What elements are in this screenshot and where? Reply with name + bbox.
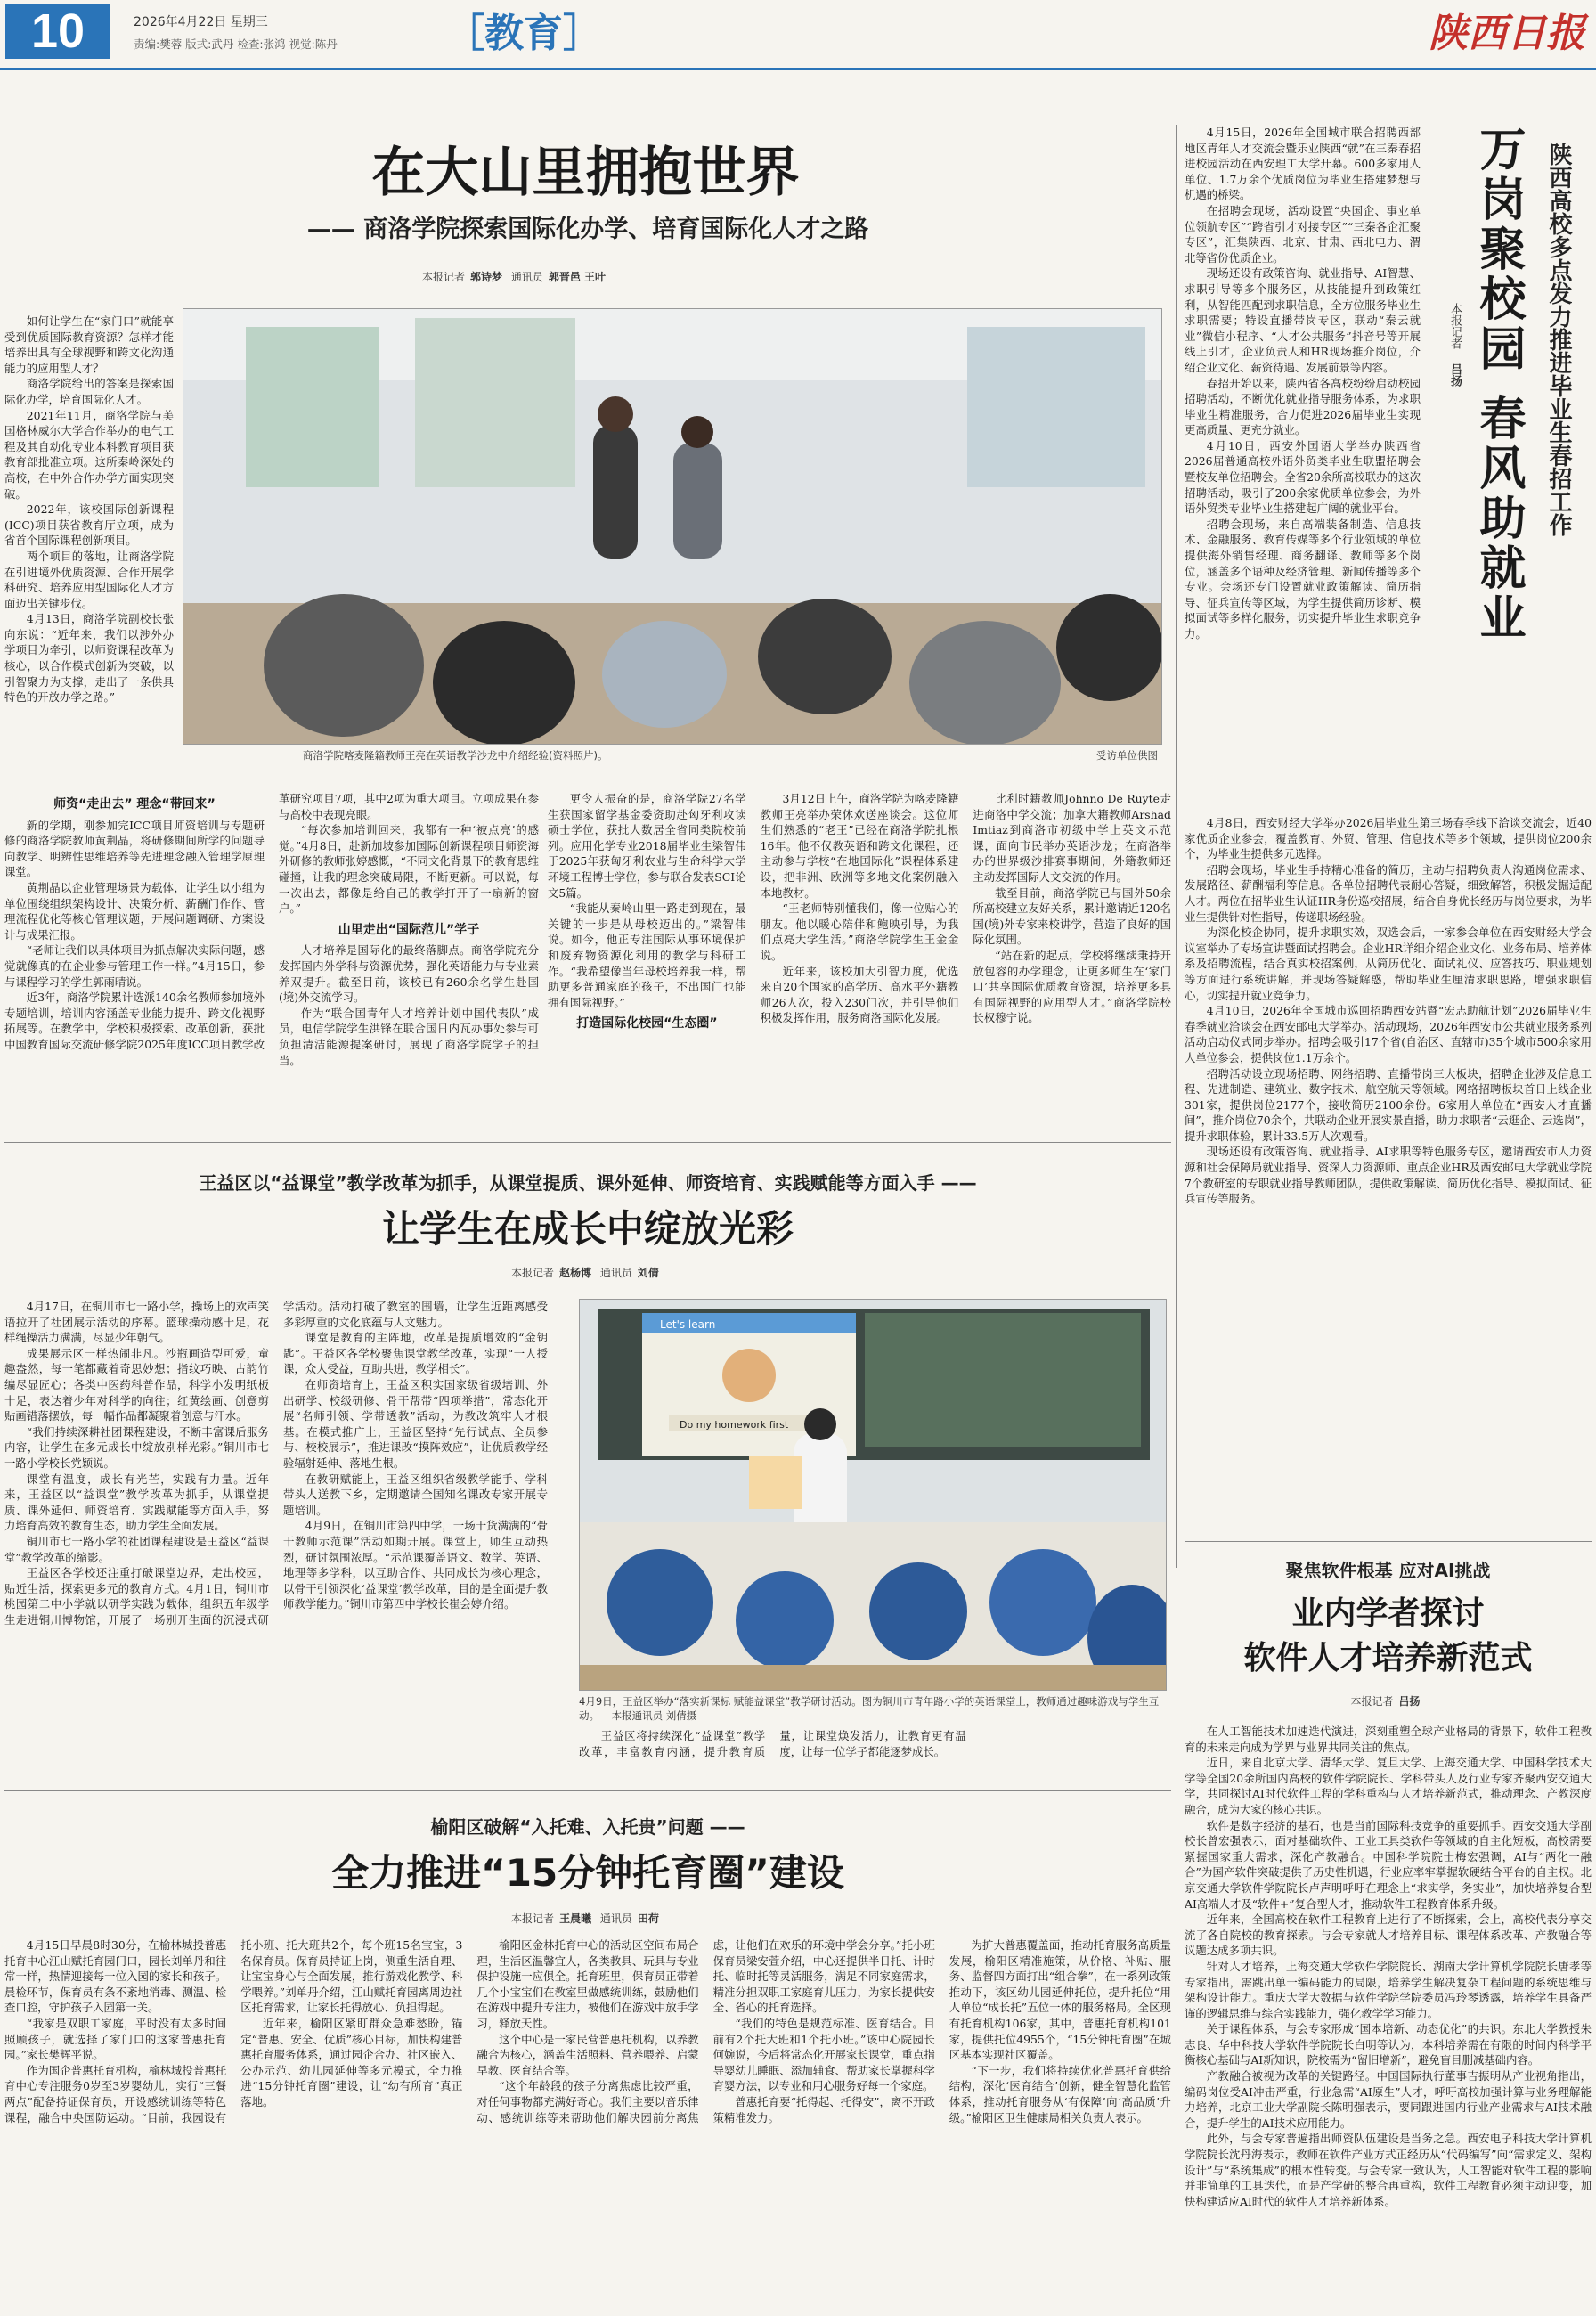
photo-caption [579,1694,1167,1723]
slide-text: Do my homework first [680,1419,789,1431]
paragraph: 普惠托育要“托得起、托得安”，离不开政策精准发力。 [712,2094,935,2124]
byline-corr-prefix: 通讯员 [599,1912,632,1925]
article-body [4,1937,1171,2312]
article-1 [0,71,1171,1135]
article-photo [183,308,1162,745]
paragraph: 现场还设有政策咨询、就业指导、AI智慧、求职引导等多个服务区，从技能提升到政策红利，从智能匹配到求职信息，全方位服务毕业生求职需要；特设直播带岗专区，联动“秦云就业”微信小程序、“人才公共服务”抖音号等开展线上引才，企业负责人和HR现场推介岗位，介绍企业文化、薪资待遇、发展前景等内容。 [1185,266,1421,374]
page-number: 10 [5,4,110,59]
paragraph: 近3年，商洛学院累计选派140余名教师参加境外专题培训，培训内容涵盖专业能力提升、跨文化视野拓展等。在教学中，学校积极探索、改革创新，获批中国教育国际交流研修学院2025年度ICC项目教学改革研究项目7项，其中2项为重大项目。立项成果在参与高校中表现亮眼。 [4,792,539,1051]
article-4-headline: 万岗聚校园 春风助就业 [1471,125,1526,644]
byline [356,1265,819,1280]
article-body-col2 [548,791,1171,1129]
paragraph: 在人工智能技术加速迭代演进，深刻重塑全球产业格局的背景下，软件工程教育的未来走向成为学界与业界共同关注的焦点。 [1185,1725,1592,1754]
byline-prefix: 本报记者 [1448,303,1462,349]
photo-credit: 本报通讯员 刘倩摄 [611,1709,697,1722]
kicker: 聚焦软件根基 应对AI挑战 [1285,1560,1491,1581]
paragraph: 作为国企普惠托育机构，榆林城投普惠托育中心专注服务0岁至3岁婴幼儿，实行“三餐两点”配备持证保育员，开设感统训练等特色课程，融合中央国防运动。“目前，我园设有托小班、托大班共2个，每个班15名宝宝，3名保育员。保育员持证上岗，侧重生活自理、让宝宝身心与全面发展，推行游戏化教学、科学喂养。”刘单丹介绍，江山赋托育园离周边社区托育需求，让家长托得放心、负担得起。 [4,1938,463,2124]
paragraph: 更令人振奋的是，商洛学院27名学生获国家留学基金委资助赴匈牙利攻读硕士学位，获批人数居全省同类院校前列。应用化学专业2018届毕业生梁智伟于2025年获匈牙利农业与生命科学大学环境工程博士学位，参与联合发表SCI论文5篇。 [548,792,746,900]
paragraph: 这个中心是一家民营普惠托机构，以养教融合为核心，涵盖生活照料、营养喂养、启蒙早教、医育结合等。 [476,2032,699,2077]
paragraph: “站在新的起点，学校将继续秉持开放包容的办学理念，让更多师生在‘家门口’共享国际优质教育资源，培养更多具有国际视野的应用型人才。”商洛学院校长权穆宁说。 [973,948,1171,1025]
page-editors: 责编:樊蓉 版式:武丹 检查:张鸿 视觉:陈丹 [134,37,338,51]
kicker: 榆阳区破解“入托难、入托贵”问题 —— [430,1816,745,1838]
article-4-byline [1438,303,1463,387]
paragraph: 人才培养是国际化的最终落脚点。商洛学院充分发挥国内外学科与资源优势，强化英语能力与专业素养双提升。截至目前，该校已有260余名学生赴国(境)外交流学习。 [279,943,539,1005]
photo-credit: 受访单位供图 [1096,749,1158,762]
paragraph: 作为“联合国青年人才培养计划中国代表队”成员，电信学院学生洪锋在联合国日内瓦办事处参与可负担清洁能源提案研讨，展现了商洛学院学子的担当。 [279,1006,539,1067]
paragraph: 现场还设有政策咨询、就业指导、AI求职等特色服务专区，邀请西安市人力资源和社会保障局就业指导、资深人力资源师、重点企业HR及西安邮电大学就业学院7个教研室的专职就业指导教师团队，提供政策解读、简历优化指导、模拟面试、征兵宣传等服务。 [1185,1145,1592,1206]
paragraph: 在师资培育上，王益区积实国家级省级培训、外出研学、校级研修、骨干帮带“四项举措”，常态化开展“名师引领、学带透教”活动，为教改筑牢人才根基。在模式推广上，王益区坚持“先行试点、全员参与、校校展示”，推进课改“摸阵效应”，让优质教学经验辐射延伸、落地生根。 [283,1377,548,1470]
section-name: 教育 [484,11,563,56]
article-divider [1185,1541,1592,1542]
paragraph: 课堂有温度，成长有光芒，实践有力量。近年来，王益区以“益课堂”教学改革为抓手，从课堂提质、课外延伸、师资培育、实践赋能等方面入手，努力培育高效的教育生态，助力学生全面发展。 [4,1472,269,1533]
paragraph: 两个项目的落地，让商洛学院在引进境外优质资源、合作开展学科研究、培养应用型国际化人才方面迈出关键步伐。 [4,549,174,610]
paragraph: 课堂是教育的主阵地，改革是提质增效的“金钥匙”。王益区各学校聚焦课堂教学改革，实现“一人授课，众人受益，互助共进，教学相长”。 [283,1331,548,1376]
paragraph: 4月17日，在铜川市七一路小学，操场上的欢声笑语拉开了社团展示活动的序幕。篮球操动感十足，花样绳操活力满满，尽显少年朝气。 [4,1300,269,1345]
slide-header: Let's learn [660,1318,716,1331]
byline-prefix: 本报记者 [511,1912,555,1925]
byline-correspondents: 田荷 [637,1912,659,1925]
paragraph: 为扩大普惠覆盖面，推动托育服务高质量发展，榆阳区精准施策，从价格、补贴、服务、监督四方面打出“组合拳”，在一系列政策推动下，该区幼儿园延伸托位，提升托位“用人单位“成长托”五位一体的服务格局。全区现有托育机构106家，其中，普惠托育机构101家，提供托位4955个，“15分钟托育圈”在城区基本实现社区覆盖。 [949,1938,1171,2062]
paragraph: 商洛学院给出的答案是探索国际化办学，培育国际化人才。 [4,377,174,406]
section-label [445,7,602,61]
paragraph: “我能从秦岭山里一路走到现在，最关键的一步是从母校迈出的。”梁智伟说。如今，他正专注国际从事环境保护和废弃物资源化利用的教学与科研工作。“我希望像当年母校培养我一样，帮助更多普通家庭的孩子，不出国门也能拥有国际视野。” [548,901,746,1009]
article-photo [579,1299,1167,1691]
headline: 业内学者探讨 软件人才培养新范式 [1243,1595,1533,1676]
article-4-continued [1185,815,1592,1537]
paragraph: 关于课程体系，与会专家形成“国本培新、动态优化”的共识。东北大学教授朱志良、华中科技大学软件学院院长白明等认为，本科培养需在有限的时间内科学平衡核心基础与AI新知识，院校需为“留旧增新”，避免盲目删减基础内容。 [1185,2022,1592,2067]
paragraph: “老师让我们以具体项目为抓点解决实际问题，感觉就像真的在企业参与管理工作一样。”4月15日，参与课程学习的学生郭雨晴说。 [4,943,265,989]
byline-reporter: 赵杨博 [559,1267,592,1279]
section-bracket-right: ］ [563,11,602,56]
paragraph: 近年来，该校加大引智力度，优选来自20个国家的高学历、高水平外籍教师26人次，投入230门次，并引导他们积极发挥作用，服务商洛国际化发展。 [760,964,959,1025]
brand-logo: 陕西日报 [1429,11,1585,56]
paragraph: 4月9日，在铜川市第四中学，一场干货满满的“骨干教师示范课”活动如期开展。课堂上，师生互动热烈，研讨氛围浓厚。“示范课覆盖语文、数学、英语、地理等多学科，以互助合作、共同成长为核心理念，以骨干引领深化‘益课堂’教学改革，目的是全面提升教师教学能力。”铜川市第四中学校长崔会婷介绍。 [283,1519,548,1611]
paragraph: 此外，与会专家普遍指出师资队伍建设是当务之急。西安电子科技大学计算机学院院长沈丹海表示，教师在软件产业方式正经历从“代码编写”向“需求定义、架构设计”与“系统集成”的根本性转变。与会专家一致认为，人工智能对软件工程的影响并非简单的工具迭代，而是产学研的整合再重构，软件工程教育必须主动迎变，加快构建适应AI时代的软件人才培养新体系。 [1185,2132,1592,2208]
column-divider [1176,125,1177,1568]
paragraph: 铜川市七一路小学的社团课程建设是王益区“益课堂”教学改革的缩影。 [4,1534,269,1564]
paragraph: 近日，来自北京大学、清华大学、复旦大学、上海交通大学、中国科学技术大学等全国20余所国内高校的软件学院院长、学科带头人及行业专家齐聚西安交通大学，共同探讨AI时代软件工程的学科重构与人才培养新范式，推动理念、产教深度融合，成为大家的核心共识。 [1185,1756,1592,1816]
paragraph: “每次参加培训回来，我都有一种‘被点亮’的感觉。”4月8日，赴新加坡参加国际创新课程项目师资海外研修的教师张婷感慨，“不同文化背景下的教育思维碰撞，让我的理念突破局限，不断更新。可以说，每一次出去，都像是给自己的教学打开了一扇新的窗户。” [279,823,539,916]
headline: 全力推进“15分钟托育圈”建设 [331,1851,844,1895]
paragraph: 4月15日早晨8时30分，在榆林城投普惠托育中心江山赋托育园门口，园长刘单丹和往常一样，热情迎接每一位入园的家长和孩子。晨检环节，保育员有条不紊地消毒、测温、检查口腔，守护孩子入园第一关。 [4,1938,227,2015]
masthead [0,0,1596,71]
byline-correspondents: 郭晋邑 王叶 [548,271,607,283]
byline [249,269,784,284]
article-4-col-a [1185,125,1421,811]
paragraph: 软件是数字经济的基石，也是当前国际科技竞争的重要抓手。西安交通大学副校长曾宏强表示，面对基础软件、工业工具类软件等领域的自主化短板，高校需要紧握国家重大需求，深化产教融合。中国科学院院士梅宏强调，AI与“两化一融合”为国产软件突破提供了历史性机遇，行业应率牢掌握软硬结合平台的自主权。北京交通大学软件学院院长卢声明呼吁在理念上“求实学，务实业”，加快培养复合型AI高端人才及“软件+”复合型人才，推动软件工程教育体系升级。 [1185,1818,1592,1911]
article-divider [4,1142,1171,1143]
article-divider [4,1790,1171,1791]
headline: 让学生在成长中绽放光彩 [381,1207,794,1251]
paragraph: “这个年龄段的孩子分离焦虑比较严重，对任何事物都充满好奇心。我们主要以音乐律动、感统训练等来帮助他们解决园前分离焦虑，让他们在欢乐的环境中学会分享。”托小班保育员梁安萱介绍，中心还提供半日托、计时托、临时托等灵活服务，满足不同家庭需求，精准分担双职工家庭育儿压力，为家长提供安全、省心的托育选择。 [476,1938,935,2124]
article-body [1185,1724,1592,2312]
paragraph: 近年来，榆阳区紧盯群众急难愁盼，锚定“普惠、安全、优质”核心目标，加快构建普惠托育服务体系，通过园企合办、社区嵌入、公办示范、幼儿园延伸等多元模式，全力推进“15分钟托育圈”建设，让“幼有所育”真正落地。 [240,2016,463,2108]
page-date: 2026年4月22日 星期三 [134,15,268,29]
subhead: 师资“走出去” 理念“带回来” [53,797,216,811]
byline-reporter: 王晨曦 [559,1912,592,1925]
headline: 在大山里拥抱世界 [371,142,800,204]
paragraph: 4月15日，2026年全国城市联合招聘西部地区青年人才交流会暨乐业陕西“就”在三秦春招进校园活动在西安理工大学开幕。600多家用人单位、1.7万余个优质岗位为毕业生搭建梦想与机遇的桥梁。 [1185,126,1421,202]
article-intro [4,314,174,786]
paragraph: 在教研赋能上，王益区组织省级教学能手、学科带头人送教下乡，定期邀请全国知名课改专家开展专题培训。 [283,1472,548,1517]
photo-caption: 商洛学院喀麦隆籍教师王亮在英语教学沙龙中介绍经验(资料照片)。 [303,749,608,762]
byline-prefix: 本报记者 [421,271,465,283]
paragraph: 在招聘会现场，活动设置“央国企、事业单位领航专区”“跨省引才对接专区”“三秦各企汇聚专区”，汇集陕西、北京、甘肃、西北电力、渭北等省份优质企业。 [1185,203,1421,265]
paragraph: 为深化校企协同，提升求职实效，双选会后，一家参会单位在西安财经大学会议室举办了专场宣讲暨面试招聘会。企业HR详细介绍企业文化、业务布局、培养体系及招聘流程，结合真实校招案例，从简历优化、面试礼仪、应答技巧、职业规划等方面进行系统讲解，并现场答疑解惑，帮助毕业生厘清求职思路，增强求职信心，切实提升就业竞争力。 [1185,926,1592,1002]
section-bracket-left: ［ [445,11,484,56]
paragraph: 比利时籍教师Johnno De Ruyte走进商洛中学交流；加拿大籍教师Arshad Imtiaz到商洛市初级中学上英文示范课，面向市民举办英语沙龙；在商洛举办的世界级沙排赛事期间，外籍教师还主动发挥国际人文交流的作用。 [973,792,1171,884]
byline-reporter: 吕扬 [1448,363,1462,387]
article-5 [1180,1545,1596,2316]
paragraph: 针对人才培养，上海交通大学软件学院院长、湖南大学计算机学院院长唐孝等专家指出，需跳出单一编码能力的局限，培养学生解决复杂工程问题的系统思维与架构设计能力。重庆大学大数据与软件学院学院委员冯玲琴透露，培养学生具备严谨的逻辑思维与综合实践能力，强化教学学习能力。 [1185,1959,1592,2020]
byline-reporter: 吕扬 [1398,1695,1421,1708]
paragraph: 4月10日，2026年全国城市巡回招聘西安站暨“宏志助航计划”2026届毕业生春季就业洽谈会在西安邮电大学举办。活动现场，2026年西安市公共就业服务系列活动启动仪式同步举办。招聘会吸引17个省(自治区、直辖市)35个城市500余家用人单位参会，提供岗位1.1万余个。 [1185,1004,1592,1064]
article-body-col1 [4,791,539,1129]
paragraph: 春招开始以来，陕西省各高校纷纷启动校园招聘活动，不断优化就业指导服务体系，为求职毕业生精准服务，合力促进2026届毕业生实现更高质量、更充分就业。 [1185,376,1421,437]
paragraph: 截至目前，商洛学院已与国外50余所高校建立友好关系，累计邀请近120名国(境)外专家来校讲学，营造了良好的国际化氛围。 [973,885,1171,947]
byline-reporter: 郭诗梦 [469,271,502,283]
byline [1180,1693,1596,1708]
paragraph: “我家是双职工家庭，平时没有太多时间照顾孩子，就选择了家门口的这家普惠托育园。”家长樊辉平说。 [4,2016,227,2062]
paragraph: 王益区将持续深化“益课堂”教学改革，丰富教育内涵，提升教育质量，让课堂焕发活力，让教育更有温度，让每一位学子都能逐梦成长。 [579,1729,966,1758]
byline-corr-prefix: 通讯员 [599,1267,632,1279]
paragraph: 2021年11月，商洛学院与美国格林威尔大学合作举办的电气工程及其自动化专业本科教育项目获教育部批准立项。这所秦岭深处的高校，在中外合作办学方面实现突破。 [4,408,174,501]
paragraph: “下一步，我们将持续优化普惠托育供给结构，深化‘医育结合’创新，健全智慧化监管体系，推动托育服务从‘有保障’向‘高品质’升级。”榆阳区卫生健康局相关负责人表示。 [949,2063,1171,2124]
paragraph: 4月10日，西安外国语大学举办陕西省2026届普通高校外语外贸类毕业生联盟招聘会暨校友单位招聘会。全省20余所高校联办的这次招聘活动，吸引了200余家优质单位参会，为外语外贸类专业毕业生搭建起广阔的就业平台。 [1185,438,1421,516]
paragraph: 榆阳区金林托育中心的活动区空间布局合理，生活区温馨宜人，各类教具、玩具与专业保护设施一应俱全。托育班里，保育员正带着几个小宝宝们在教室里做感统训练，鼓励他们在游戏中提升专注力，被他们在游戏中放手学习，释放天性。 [476,1938,699,2030]
article-2 [0,1149,1176,1773]
paragraph: 产教融合被视为改革的关键路径。中国国际执行董事吉振明从产业视角指出，编码岗位受AI冲击严重，行业急需“AI原生”人才，呼吁高校加强计算与业务理解能力培养，北京工业大学副院长陈明强表示，要同跟进国内行业产业需求与AI技术融合，提升学生的AI技术应用能力。 [1185,2069,1592,2130]
paragraph: 黄荆晶以企业管理场景为载体，让学生以小组为单位围绕组织架构设计、决策分析、薪酬门作作、管理流程优化等核心管理议题，开展问题调研、方案设计与成果汇报。 [4,880,265,942]
article-body [4,1299,548,1762]
paragraph: 王益区各学校还注重打破课堂边界，走出校园，贴近生活，探索更多元的教育方式。4月1日，铜川市桃园第二中小学就以研学实践为载体，组织五年级学生走进铜川博物馆，开展了一场别开生面的沉浸式研学活动。活动打破了教室的围墙，让学生近距离感受多彩厚重的文化底蕴与人文魅力。 [4,1300,548,1627]
subhead: 打造国际化校园“生态圈” [576,1016,718,1032]
byline-prefix: 本报记者 [1350,1695,1394,1708]
paragraph: 新的学期，刚参加完ICC项目师资培训与专题研修的商洛学院教师黄荆晶，将研修期间所学的问题导向教学、明辨性思维培养等先进理念融入管理学原理课堂。 [4,818,265,879]
byline [356,1911,819,1926]
paragraph: 2022年，该校国际创新课程(ICC)项目获省教育厅立项，成为省首个国际课程创新项目。 [4,502,174,548]
paragraph: 招聘活动设立现场招聘、网络招聘、直播带岗三大板块，招聘企业涉及信息工程、先进制造、建筑业、数字技术、航空航天等领域。网络招聘板块首日上线企业301家，提供岗位2177个，接收简历2100余份。6家用人单位在“西安人才直播间”，推介岗位70余个，共联动企业开展实景直播，助力求职者“云逛企、云选岗”，提升求职体验，累计33.5万人次观看。 [1185,1066,1592,1143]
classroom-photo [183,309,1162,745]
article-3 [0,1795,1176,2316]
byline-corr-prefix: 通讯员 [510,271,543,283]
header-rule [0,68,1596,70]
byline-correspondents: 刘倩 [637,1267,659,1279]
paragraph: “我们的特色是规范标准、医育结合。目前有2个托大班和1个托小班。”该中心院园长何婉说，今后将常态化开展家长课堂，重点指导婴幼儿睡眠、添加辅食、帮助家长掌握科学育婴方法，以专业和用心服务好每一个家庭。 [712,2016,935,2093]
article-body-bottom [579,1728,1167,1799]
paragraph: “王老师特别懂我们，像一位贴心的朋友。他以暖心陪伴和鲍映引导，为我们点亮大学生活。”商洛学院学生王金金说。 [760,901,959,962]
paragraph: 招聘会现场，毕业生手持精心准备的简历，主动与招聘负责人沟通岗位需求、发展路径、薪酬福利等信息。各单位招聘代表耐心答疑，细致解答，积极发掘适配人才。两位在招毕业生认证HR身份巡校招展，结合自身优长经历与岗位要求，为毕业生提供针对性指导，传递职场经验。 [1185,862,1592,924]
subhead: 山里走出“国际范儿”学子 [338,922,480,937]
paragraph: 如何让学生在“家门口”就能享受到优质国际教育资源？怎样才能培养出具有全球视野和跨文化沟通能力的应用型人才？ [4,314,174,375]
paragraph: 3月12日上午，商洛学院为喀麦隆籍教师王亮举办荣休欢送座谈会。这位师生们熟悉的“老王”已经在商洛学院扎根16年。他不仅教英语和跨文化课程，还主动参与学校“在地国际化”课程体系建设，把非洲、欧洲等多地文化案例融入本地教材。 [760,792,959,900]
paragraph: “我们持续深耕社团课程建设，不断丰富课后服务内容，让学生在多元成长中绽放别样光彩。”铜川市七一路小学校长党颖说。 [4,1424,269,1470]
article-4-subheadline: 陕西高校多点发力推进毕业生春招工作 [1545,143,1572,536]
photo-caption-text: 4月9日，王益区举办“落实新课标 赋能益课堂”教学研讨活动。图为铜川市青年路小学的英语课堂上，教师通过趣味游戏与学生互动。 [579,1695,1160,1722]
classroom-photo [580,1300,1167,1691]
byline-prefix: 本报记者 [511,1267,555,1279]
paragraph: 4月13日，商洛学院副校长张向东说：“近年来，我们以涉外办学项目为牵引，以师资课程改革为核心，以合作模式创新为突破，以引智聚力为支撑，走出了一条供具特色的开放办学之路。” [4,612,174,705]
paragraph: 招聘会现场，来自高端装备制造、信息技术、金融服务、教育传媒等多个行业领域的单位提供海外销售经理、商务翻译、教师等多个岗位，涵盖多个语种及经济管理、新闻传播等多个专业。会场还专门设置就业政策解读、简历指导、征兵宣传等区域，为学生提供简历诊断、模拟面试等多样化服务，切实提升毕业生求职竞争力。 [1185,517,1421,640]
paragraph: 4月8日，西安财经大学举办2026届毕业生第三场春季线下洽谈交流会，近40家优质企业参会，覆盖教育、外贸、管理、信息技术等多个领域，提供岗位200余个，为毕业生提供多元选择。 [1185,816,1592,861]
subheadline: —— 商洛学院探索国际化办学、培育国际化人才之路 [306,216,869,243]
paragraph: 近年来，全国高校在软件工程教育上进行了不断探索，会上，高校代表分享交流了各自院校的教育探索。与会专家就人才培养目标、课程体系改革、产教融合等议题达成多项共识。 [1185,1912,1592,1958]
paragraph: 成果展示区一样热闹非凡。沙瓶画造型可爱，童趣盎然，每一笔都藏着奇思妙想；指纹巧映、古韵竹编尽显匠心；各类中医药科普作品，科学小发明纸板十足，表达着少年对科学的向往；红黄绘画、创意剪贴画错落摆放，每一幅作品都凝聚着创意与汗水。 [4,1346,269,1423]
article-4 [1180,125,1596,837]
kicker: 王益区以“益课堂”教学改革为抓手，从课堂提质、课外延伸、师资培育、实践赋能等方面入手 —— [199,1172,977,1194]
